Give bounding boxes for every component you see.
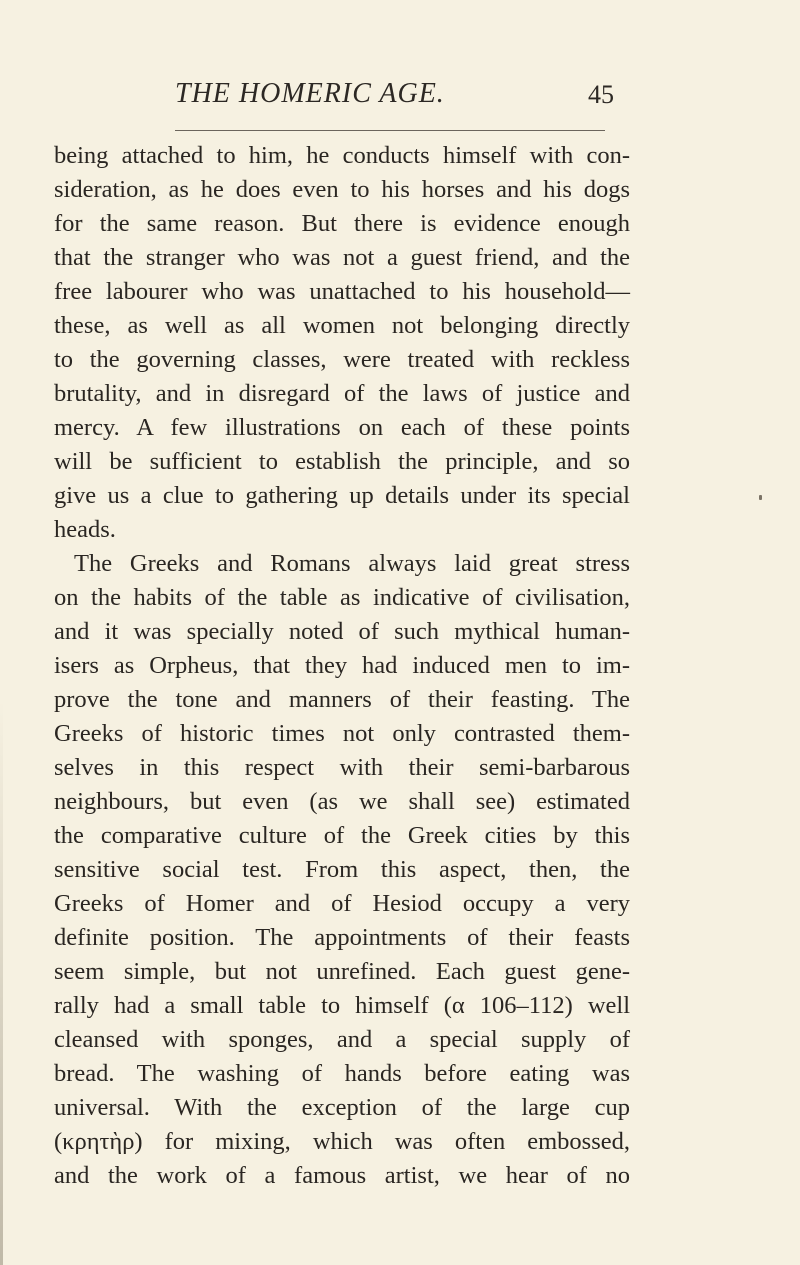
text-line: neighbours, but even (as we shall see) estimated	[54, 788, 630, 815]
text-line: brutality, and in disregard of the laws of justice and	[54, 380, 630, 407]
text-line: Greeks of Homer and of Hesiod occupy a very	[54, 890, 630, 917]
text-line: rally had a small table to himself (α 106–112) well	[54, 992, 630, 1019]
text-line: sensitive social test. From this aspect, then, the	[54, 856, 630, 883]
text-line: to the governing classes, were treated with reckless	[54, 346, 630, 373]
text-line: on the habits of the table as indicative of civilisation,	[54, 584, 630, 611]
text-line: prove the tone and manners of their feasting. The	[54, 686, 630, 713]
text-line: (κρητὴρ) for mixing, which was often embossed,	[54, 1128, 630, 1155]
text-line: Greeks of historic times not only contrasted them-	[54, 720, 630, 747]
header-rule	[175, 130, 605, 131]
text-line: sideration, as he does even to his horses and his dogs	[54, 176, 630, 203]
text-line: the comparative culture of the Greek cities by this	[54, 822, 630, 849]
text-line: these, as well as all women not belonging directly	[54, 312, 630, 339]
ink-speck	[759, 495, 762, 500]
text-line: and it was specially noted of such mythical human-	[54, 618, 630, 645]
text-line: will be sufficient to establish the principle, and so	[54, 448, 630, 475]
text-line: that the stranger who was not a guest friend, and the	[54, 244, 630, 271]
text-line: heads.	[54, 516, 116, 543]
text-line: definite position. The appointments of their feasts	[54, 924, 630, 951]
page-edge-shadow	[0, 700, 3, 1265]
running-head: THE HOMERIC AGE.	[175, 78, 445, 109]
text-line: bread. The washing of hands before eating was	[54, 1060, 630, 1087]
text-line: for the same reason. But there is evidence enough	[54, 210, 630, 237]
text-line: being attached to him, he conducts himself with con-	[54, 142, 630, 169]
text-line: selves in this respect with their semi-barbarous	[54, 754, 630, 781]
text-line: and the work of a famous artist, we hear of no	[54, 1162, 630, 1189]
text-line: isers as Orpheus, that they had induced men to im-	[54, 652, 630, 679]
paragraph-start-line: The Greeks and Romans always laid great stress	[74, 550, 630, 577]
page-header	[0, 70, 800, 110]
text-line: free labourer who was unattached to his household—	[54, 278, 630, 305]
text-line: seem simple, but not unrefined. Each guest gene-	[54, 958, 630, 985]
text-line: universal. With the exception of the large cup	[54, 1094, 630, 1121]
page-number: 45	[588, 80, 614, 109]
text-line: cleansed with sponges, and a special supply of	[54, 1026, 630, 1053]
text-line: give us a clue to gathering up details under its special	[54, 482, 630, 509]
text-line: mercy. A few illustrations on each of these points	[54, 414, 630, 441]
